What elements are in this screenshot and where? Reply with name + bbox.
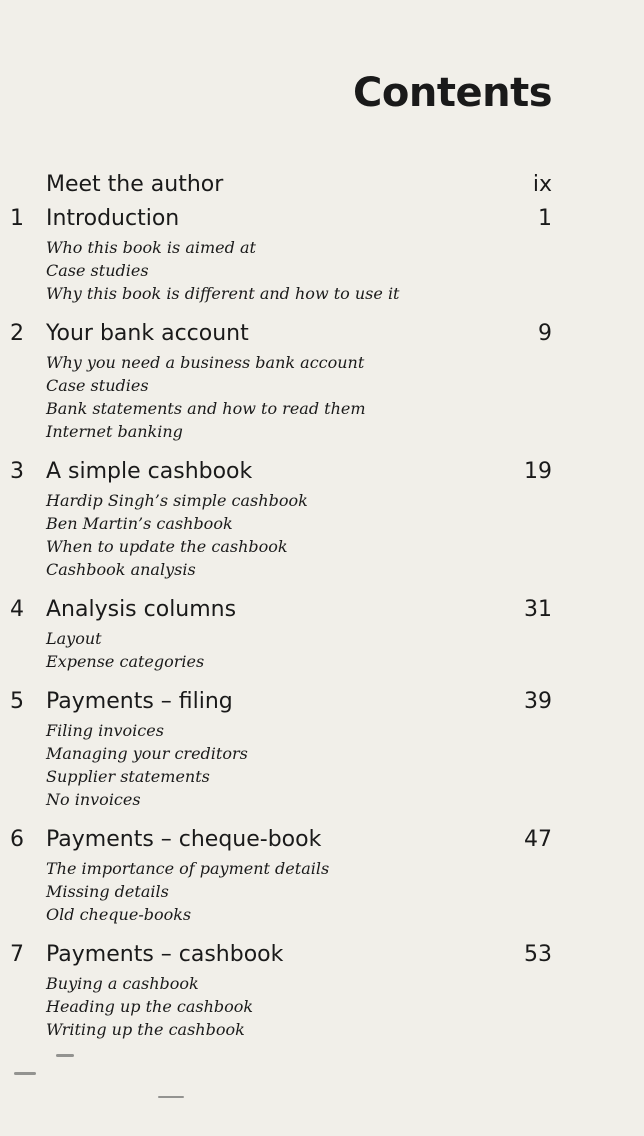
toc-page-number: ix: [532, 172, 552, 197]
section-item: Case studies: [46, 261, 149, 280]
section-item: Cashbook analysis: [46, 560, 196, 579]
section-item: Case studies: [46, 376, 149, 395]
section-item: Heading up the cashbook: [46, 997, 254, 1016]
toc-chapter-entry[interactable]: [0, 685, 644, 823]
entry-spacer: [0, 811, 644, 823]
section-list: [0, 627, 644, 673]
toc-chapter-entry[interactable]: [0, 202, 644, 317]
toc-page-number: 31: [524, 597, 552, 622]
chapter-number: 6: [10, 827, 24, 852]
section-item: Buying a cashbook: [46, 974, 199, 993]
chapter-number: 3: [10, 459, 24, 484]
toc-page-number: 1: [538, 206, 552, 231]
section-item: Why you need a business bank account: [46, 353, 365, 372]
section-item: Managing your creditors: [46, 744, 248, 763]
chapter-number: 1: [10, 206, 24, 231]
entry-spacer: [0, 926, 644, 938]
ink-smudge: [56, 1054, 74, 1057]
toc-page-number: 53: [524, 942, 552, 967]
toc-heading: [0, 455, 644, 489]
toc-chapter-entry[interactable]: [0, 317, 644, 455]
toc-heading: [0, 168, 644, 202]
section-item: The importance of payment details: [46, 859, 330, 878]
toc-page-number: 9: [538, 321, 552, 346]
entry-spacer: [0, 443, 644, 455]
table-of-contents: [0, 168, 644, 1053]
toc-heading: [0, 685, 644, 719]
page-title: Contents: [353, 70, 552, 116]
chapter-title: Payments – filing: [46, 689, 233, 714]
toc-heading: [0, 317, 644, 351]
section-item: Old cheque-books: [46, 905, 192, 924]
entry-spacer: [0, 1041, 644, 1053]
ink-smudge: [158, 1096, 184, 1098]
toc-page-number: 19: [524, 459, 552, 484]
section-item: No invoices: [46, 790, 141, 809]
chapter-number: 5: [10, 689, 24, 714]
section-item: Why this book is different and how to use it: [46, 284, 400, 303]
toc-chapter-entry[interactable]: [0, 938, 644, 1053]
section-list: [0, 351, 644, 443]
section-item: Who this book is aimed at: [46, 238, 256, 257]
section-item: Hardip Singh’s simple cashbook: [46, 491, 308, 510]
toc-heading: [0, 593, 644, 627]
section-item: Filing invoices: [46, 721, 164, 740]
entry-spacer: [0, 305, 644, 317]
chapter-title: A simple cashbook: [46, 459, 253, 484]
toc-chapter-entry[interactable]: [0, 593, 644, 685]
chapter-title: Analysis columns: [46, 597, 237, 622]
chapter-number: 7: [10, 942, 24, 967]
ink-smudge: [14, 1072, 36, 1075]
toc-chapter-entry[interactable]: [0, 823, 644, 938]
toc-page-number: 47: [524, 827, 552, 852]
entry-spacer: [0, 581, 644, 593]
chapter-title: Payments – cheque-book: [46, 827, 322, 852]
toc-heading: [0, 202, 644, 236]
toc-heading: [0, 938, 644, 972]
toc-page-number: 39: [524, 689, 552, 714]
toc-heading-title: Meet the author: [46, 172, 224, 197]
section-item: Writing up the cashbook: [46, 1020, 245, 1039]
section-list: [0, 719, 644, 811]
section-item: Layout: [46, 629, 102, 648]
chapter-title: Your bank account: [46, 321, 249, 346]
section-item: Bank statements and how to read them: [46, 399, 366, 418]
section-list: [0, 972, 644, 1041]
chapter-list: [0, 202, 644, 1053]
toc-heading: [0, 823, 644, 857]
entry-spacer: [0, 673, 644, 685]
chapter-number: 2: [10, 321, 24, 346]
section-list: [0, 489, 644, 581]
section-item: When to update the cashbook: [46, 537, 288, 556]
section-list: [0, 236, 644, 305]
chapter-title: Payments – cashbook: [46, 942, 284, 967]
section-item: Supplier statements: [46, 767, 210, 786]
toc-entry-front-matter[interactable]: [0, 168, 644, 202]
chapter-title: Introduction: [46, 206, 180, 231]
chapter-number: 4: [10, 597, 24, 622]
section-item: Expense categories: [46, 652, 205, 671]
section-list: [0, 857, 644, 926]
toc-chapter-entry[interactable]: [0, 455, 644, 593]
section-item: Ben Martin’s cashbook: [46, 514, 233, 533]
section-item: Internet banking: [46, 422, 183, 441]
section-item: Missing details: [46, 882, 169, 901]
